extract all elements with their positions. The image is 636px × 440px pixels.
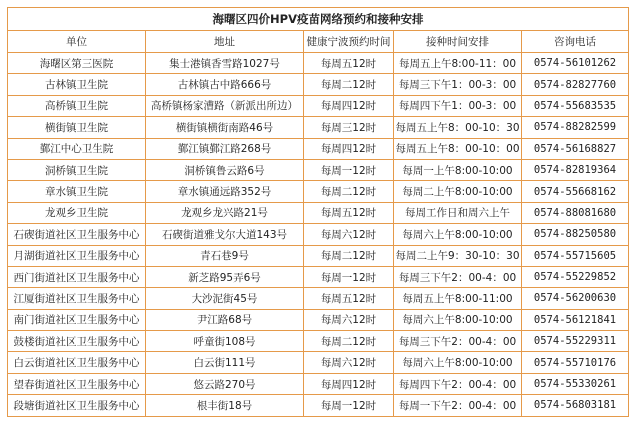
header-address: 地址: [146, 31, 304, 53]
cell-unit: 龙观乡卫生院: [8, 202, 146, 223]
cell-vaccination-time: 每周五上午8:00-11：00: [394, 53, 522, 74]
cell-phone: 0574-55229852: [522, 266, 629, 287]
cell-vaccination-time: 每周六上午8:00-10:00: [394, 224, 522, 245]
cell-unit: 章水镇卫生院: [8, 181, 146, 202]
cell-unit: 横街镇卫生院: [8, 117, 146, 138]
table-row: [8, 395, 629, 416]
cell-unit: 古林镇卫生院: [8, 74, 146, 95]
cell-vaccination-time: 每周五上午8：00-10：30: [394, 117, 522, 138]
table-row: [8, 373, 629, 394]
cell-unit: 鼓楼街道社区卫生服务中心: [8, 331, 146, 352]
table-row: [8, 117, 629, 138]
cell-phone: 0574-56121841: [522, 309, 629, 330]
cell-unit: 高桥镇卫生院: [8, 95, 146, 116]
cell-address: 龙观乡龙兴路21号: [146, 202, 304, 223]
cell-unit: 西门街道社区卫生服务中心: [8, 266, 146, 287]
cell-unit: 段塘街道社区卫生服务中心: [8, 395, 146, 416]
cell-phone: 0574-55330261: [522, 373, 629, 394]
cell-address: 大沙泥街45号: [146, 288, 304, 309]
header-booking-time: 健康宁波预约时间: [304, 31, 394, 53]
cell-vaccination-time: 每周四下午1：00-3：00: [394, 95, 522, 116]
cell-address: 横街镇横街南路46号: [146, 117, 304, 138]
cell-phone: 0574-56200630: [522, 288, 629, 309]
cell-address: 根丰街18号: [146, 395, 304, 416]
cell-booking-time: 每周二12时: [304, 245, 394, 266]
table-row: [8, 53, 629, 74]
cell-unit: 海曙区第三医院: [8, 53, 146, 74]
cell-phone: 0574-56803181: [522, 395, 629, 416]
cell-unit: 江厦街道社区卫生服务中心: [8, 288, 146, 309]
table-row: [8, 202, 629, 223]
cell-phone: 0574-88250580: [522, 224, 629, 245]
cell-vaccination-time: 每周三下午2：00-4：00: [394, 331, 522, 352]
cell-unit: 月湖街道社区卫生服务中心: [8, 245, 146, 266]
cell-booking-time: 每周二12时: [304, 74, 394, 95]
cell-unit: 鄞江中心卫生院: [8, 138, 146, 159]
table-row: [8, 266, 629, 287]
cell-phone: 0574-56101262: [522, 53, 629, 74]
cell-phone: 0574-55229311: [522, 331, 629, 352]
cell-phone: 0574-55715605: [522, 245, 629, 266]
cell-vaccination-time: 每周六上午8:00-10:00: [394, 309, 522, 330]
cell-vaccination-time: 每周五上午8:00-11:00: [394, 288, 522, 309]
cell-address: 尹江路68号: [146, 309, 304, 330]
cell-phone: 0574-82827760: [522, 74, 629, 95]
cell-unit: 石碶街道社区卫生服务中心: [8, 224, 146, 245]
cell-booking-time: 每周五12时: [304, 202, 394, 223]
cell-phone: 0574-55668162: [522, 181, 629, 202]
table-row: [8, 352, 629, 373]
cell-booking-time: 每周六12时: [304, 309, 394, 330]
cell-vaccination-time: 每周五上午8：00-10：00: [394, 138, 522, 159]
table-row: [8, 224, 629, 245]
cell-phone: 0574-88081680: [522, 202, 629, 223]
header-row: [8, 31, 629, 53]
table-row: [8, 288, 629, 309]
cell-booking-time: 每周六12时: [304, 224, 394, 245]
cell-address: 悠云路270号: [146, 373, 304, 394]
schedule-document: [7, 7, 628, 417]
cell-unit: 洞桥镇卫生院: [8, 159, 146, 180]
header-unit: 单位: [8, 31, 146, 53]
cell-phone: 0574-56168827: [522, 138, 629, 159]
header-phone: 咨询电话: [522, 31, 629, 53]
cell-vaccination-time: 每周六上午8:00-10:00: [394, 352, 522, 373]
cell-phone: 0574-88282599: [522, 117, 629, 138]
cell-vaccination-time: 每周三下午2：00-4：00: [394, 266, 522, 287]
cell-unit: 白云街道社区卫生服务中心: [8, 352, 146, 373]
cell-address: 洞桥镇鲁云路6号: [146, 159, 304, 180]
table-row: [8, 138, 629, 159]
cell-address: 石碶街道雅戈尔大道143号: [146, 224, 304, 245]
cell-booking-time: 每周五12时: [304, 288, 394, 309]
cell-phone: 0574-55710176: [522, 352, 629, 373]
hpv-schedule-table: [7, 7, 629, 417]
table-row: [8, 74, 629, 95]
cell-booking-time: 每周四12时: [304, 373, 394, 394]
cell-unit: 望春街道社区卫生服务中心: [8, 373, 146, 394]
cell-booking-time: 每周五12时: [304, 53, 394, 74]
table-title: 海曙区四价HPV疫苗网络预约和接种安排: [8, 8, 629, 31]
cell-booking-time: 每周一12时: [304, 395, 394, 416]
header-vaccination-time: 接种时间安排: [394, 31, 522, 53]
table-row: [8, 181, 629, 202]
cell-vaccination-time: 每周二上午8:00-10:00: [394, 181, 522, 202]
cell-address: 章水镇通远路352号: [146, 181, 304, 202]
cell-booking-time: 每周六12时: [304, 352, 394, 373]
cell-address: 鄞江镇鄞江路268号: [146, 138, 304, 159]
cell-unit: 南门街道社区卫生服务中心: [8, 309, 146, 330]
cell-booking-time: 每周三12时: [304, 117, 394, 138]
table-row: [8, 331, 629, 352]
cell-booking-time: 每周二12时: [304, 181, 394, 202]
title-row: [8, 8, 629, 31]
cell-phone: 0574-82819364: [522, 159, 629, 180]
cell-vaccination-time: 每周二上午9：30-10：30: [394, 245, 522, 266]
cell-vaccination-time: 每周工作日和周六上午: [394, 202, 522, 223]
cell-address: 古林镇古中路666号: [146, 74, 304, 95]
cell-address: 新芝路95弄6号: [146, 266, 304, 287]
table-row: [8, 159, 629, 180]
cell-address: 青石巷9号: [146, 245, 304, 266]
cell-vaccination-time: 每周四下午2：00-4：00: [394, 373, 522, 394]
cell-booking-time: 每周二12时: [304, 331, 394, 352]
table-row: [8, 245, 629, 266]
table-row: [8, 309, 629, 330]
cell-address: 高桥镇杨家漕路（新派出所边）: [146, 95, 304, 116]
cell-booking-time: 每周一12时: [304, 266, 394, 287]
cell-vaccination-time: 每周一下午2：00-4：00: [394, 395, 522, 416]
cell-booking-time: 每周一12时: [304, 159, 394, 180]
cell-vaccination-time: 每周三下午1：00-3：00: [394, 74, 522, 95]
cell-booking-time: 每周四12时: [304, 138, 394, 159]
table-row: [8, 95, 629, 116]
cell-phone: 0574-55683535: [522, 95, 629, 116]
cell-address: 呼童街108号: [146, 331, 304, 352]
cell-address: 集士港镇香雪路1027号: [146, 53, 304, 74]
cell-booking-time: 每周四12时: [304, 95, 394, 116]
cell-address: 白云街111号: [146, 352, 304, 373]
cell-vaccination-time: 每周一上午8:00-10:00: [394, 159, 522, 180]
